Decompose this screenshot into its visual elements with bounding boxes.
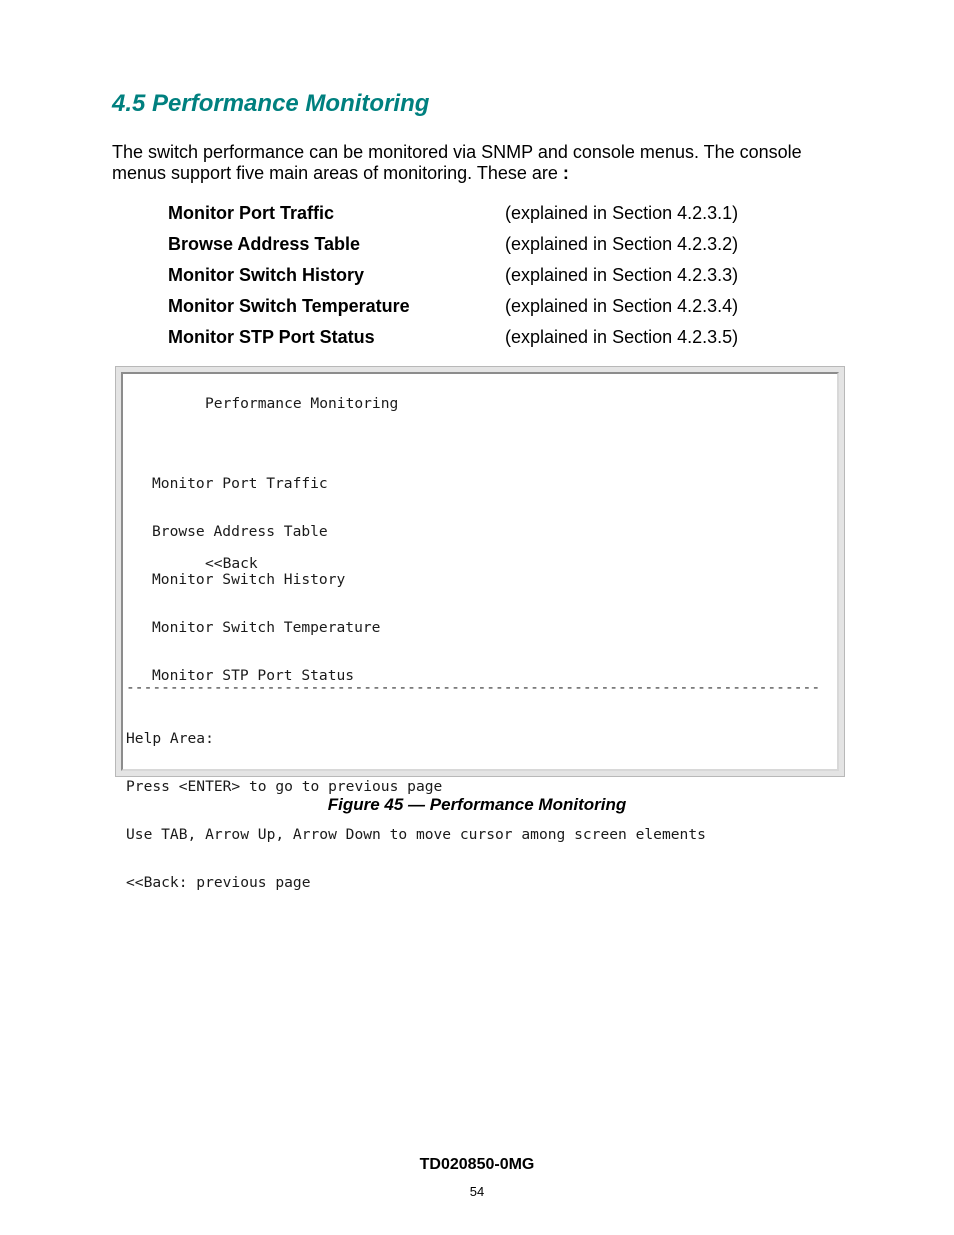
monitoring-area-item (168, 294, 808, 325)
menu-item-monitor-stp-port-status[interactable]: Monitor STP Port Status (152, 667, 355, 684)
section-heading: 4.5 Performance Monitoring (112, 90, 430, 117)
area-reference: (explained in Section 4.2.3.3) (505, 265, 739, 285)
area-name: Monitor Port Traffic (168, 203, 334, 223)
help-line: Press <ENTER> to go to previous page (126, 778, 443, 795)
help-area-heading: Help Area: (126, 730, 214, 747)
area-name: Monitor Switch History (168, 265, 365, 285)
area-name: Monitor Switch Temperature (168, 296, 410, 316)
page-number: 54 (469, 1184, 485, 1199)
help-divider: ------------------------------------------------------------------------------- (126, 679, 821, 696)
monitoring-area-item (168, 232, 808, 263)
back-link[interactable]: <<Back (205, 555, 258, 572)
help-line: Use TAB, Arrow Up, Arrow Down to move cursor among screen elements (126, 826, 706, 843)
area-reference: (explained in Section 4.2.3.2) (505, 234, 739, 254)
menu-item-monitor-port-traffic[interactable]: Monitor Port Traffic (152, 475, 328, 492)
monitoring-area-item (168, 263, 808, 294)
area-reference: (explained in Section 4.2.3.5) (505, 327, 739, 347)
menu-item-browse-address-table[interactable]: Browse Address Table (152, 523, 328, 540)
monitoring-area-list (168, 201, 808, 356)
menu-item-monitor-switch-history[interactable]: Monitor Switch History (152, 571, 346, 588)
monitoring-area-item (168, 325, 808, 356)
document-id: TD020850-0MG (419, 1156, 535, 1173)
help-line: <<Back: previous page (126, 874, 311, 891)
intro-colon: : (562, 163, 569, 183)
intro-text: The switch performance can be monitored via SNMP and console menus. The console menus support five main areas of monitoring. These are (112, 142, 802, 183)
intro-paragraph (112, 142, 852, 184)
area-reference: (explained in Section 4.2.3.1) (505, 203, 739, 223)
console-menu (152, 444, 380, 716)
menu-item-monitor-switch-temperature[interactable]: Monitor Switch Temperature (152, 619, 381, 636)
figure-caption: Figure 45 — Performance Monitoring (327, 795, 627, 814)
area-reference: (explained in Section 4.2.3.4) (505, 296, 739, 316)
area-name: Browse Address Table (168, 234, 361, 254)
console-title: Performance Monitoring (205, 395, 399, 412)
monitoring-area-item (168, 201, 808, 232)
area-name: Monitor STP Port Status (168, 327, 375, 347)
